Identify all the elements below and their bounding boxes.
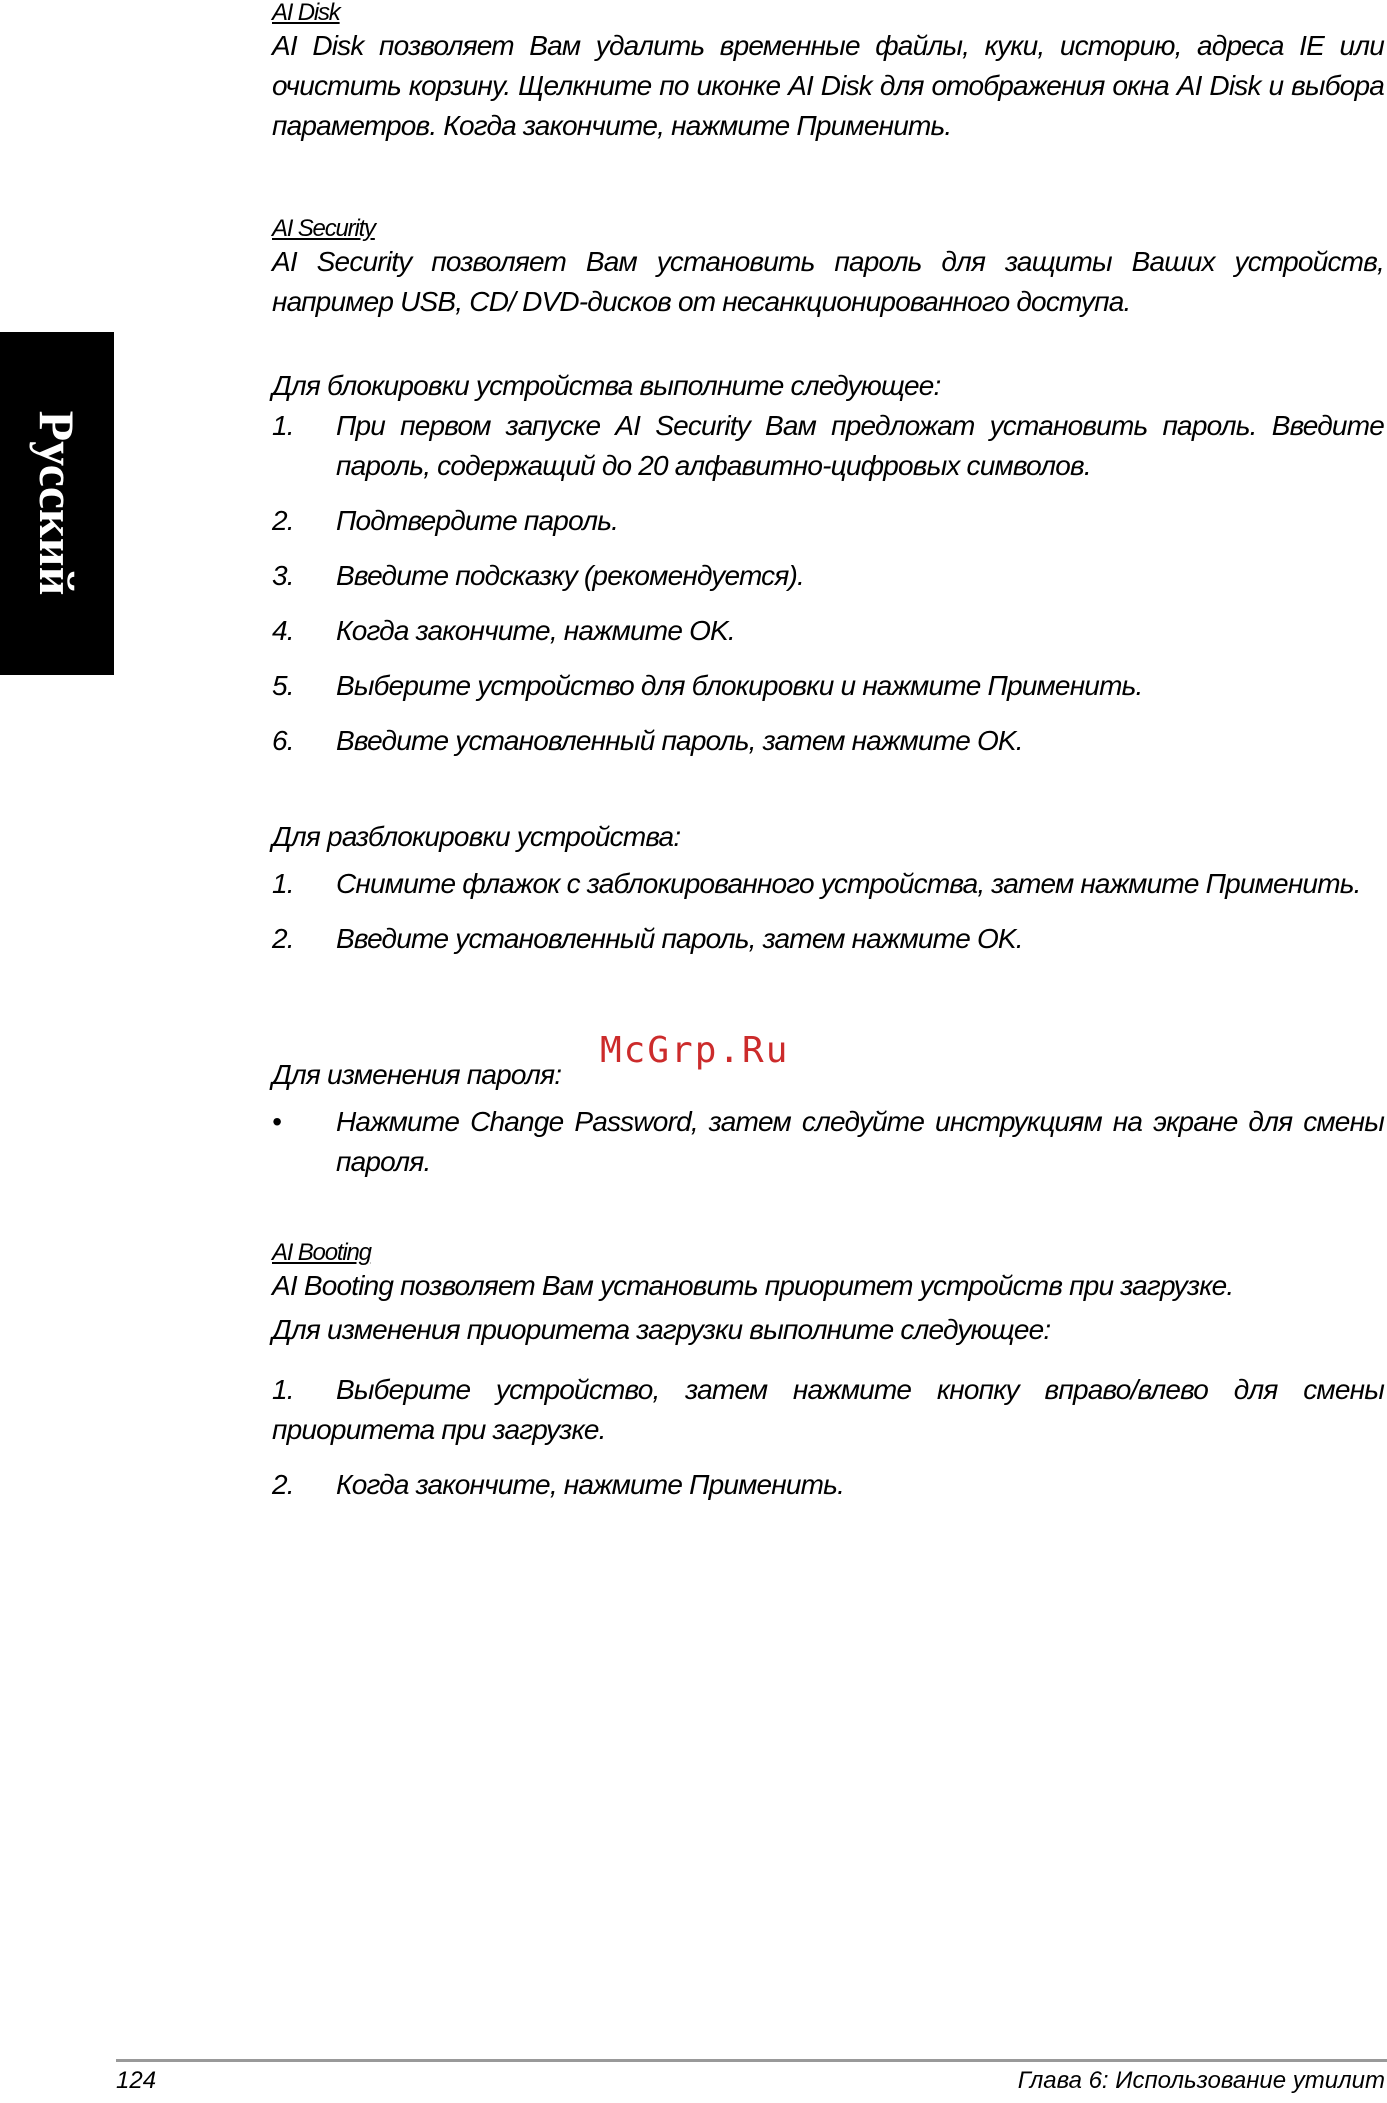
ai-booting-title: AI Booting [272,1239,371,1266]
list-item-text: Снимите флажок с заблокированного устройства, затем нажмите Применить. [336,868,1361,899]
list-item [272,864,1384,904]
ai-disk-title: AI Disk [272,0,340,26]
chapter-title: Глава 6: Использование утилит [1017,2067,1385,2094]
section-ai-security [272,216,1384,1182]
list-item [272,611,1384,651]
footer-divider [116,2059,1387,2062]
section-ai-booting [272,1240,1384,1505]
list-item [272,1465,1384,1505]
watermark: McGrp.Ru [600,1030,790,1071]
list-item [272,919,1384,959]
unlock-heading: Для разблокировки устройства: [272,821,681,852]
list-item-text: Когда закончите, нажмите Применить. [336,1469,845,1500]
section-ai-disk [272,0,1384,146]
list-item-number: 5. [272,670,294,701]
list-item-text: Выберите устройство, затем нажмите кнопку вправо/влево для смены приоритета при загрузке. [272,1374,1384,1445]
list-item-text: Введите установленный пароль, затем нажмите OK. [336,923,1023,954]
list-item-number: 3. [272,560,294,591]
list-item [272,406,1384,486]
bullet-text: Нажмите Change Password, затем следуйте инструкциям на экране для смены пароля. [336,1106,1384,1177]
list-item [272,556,1384,596]
page-number: 124 [116,2067,157,2094]
language-tab-label: Русский [29,410,85,596]
list-item-number: 2. [272,1469,294,1500]
language-tab [0,332,114,675]
unlock-steps [272,864,1384,959]
list-item-text: Подтвердите пароль. [336,505,619,536]
ai-booting-heading: Для изменения приоритета загрузки выполните следующее: [272,1314,1051,1345]
list-item-text: Выберите устройство для блокировки и нажмите Применить. [336,670,1143,701]
list-item-number: 4. [272,615,294,646]
ai-disk-description: AI Disk позволяет Вам удалить временные файлы, куки, историю, адреса IE или очистить корзину. Щелкните по иконке AI Disk для отображения окна AI Disk и выбора параметров. Когда закончите, нажмите Применить. [272,30,1384,141]
list-item-text: Введите установленный пароль, затем нажмите OK. [336,725,1023,756]
page-content [272,0,1384,1505]
list-item [272,666,1384,706]
list-item [272,721,1384,761]
ai-security-description: AI Security позволяет Вам установить пароль для защиты Ваших устройств, например USB, CD/ DVD-дисков от несанкционированного доступа. [272,246,1384,317]
list-item-text: Когда закончите, нажмите OK. [336,615,735,646]
list-item-text: При первом запуске AI Security Вам предложат установить пароль. Введите пароль, содержащий до 20 алфавитно-цифровых символов. [336,410,1384,481]
lock-steps [272,406,1384,761]
list-item [272,501,1384,541]
ai-booting-description: AI Booting позволяет Вам установить приоритет устройств при загрузке. [272,1270,1234,1301]
list-item-number: 2. [272,505,294,536]
list-item-number: 2. [272,923,294,954]
bullet-item [272,1102,1384,1182]
change-password-heading: Для изменения пароля: [272,1059,562,1090]
ai-security-title: AI Security [272,215,375,242]
bullet-icon: • [272,1106,282,1137]
list-item-number: 1. [272,410,294,441]
lock-heading: Для блокировки устройства выполните следующее: [272,370,941,401]
list-item [272,1370,1384,1450]
list-item-number: 1. [272,868,294,899]
list-item-number: 1. [272,1374,294,1405]
list-item-text: Введите подсказку (рекомендуется). [336,560,805,591]
list-item-number: 6. [272,725,294,756]
